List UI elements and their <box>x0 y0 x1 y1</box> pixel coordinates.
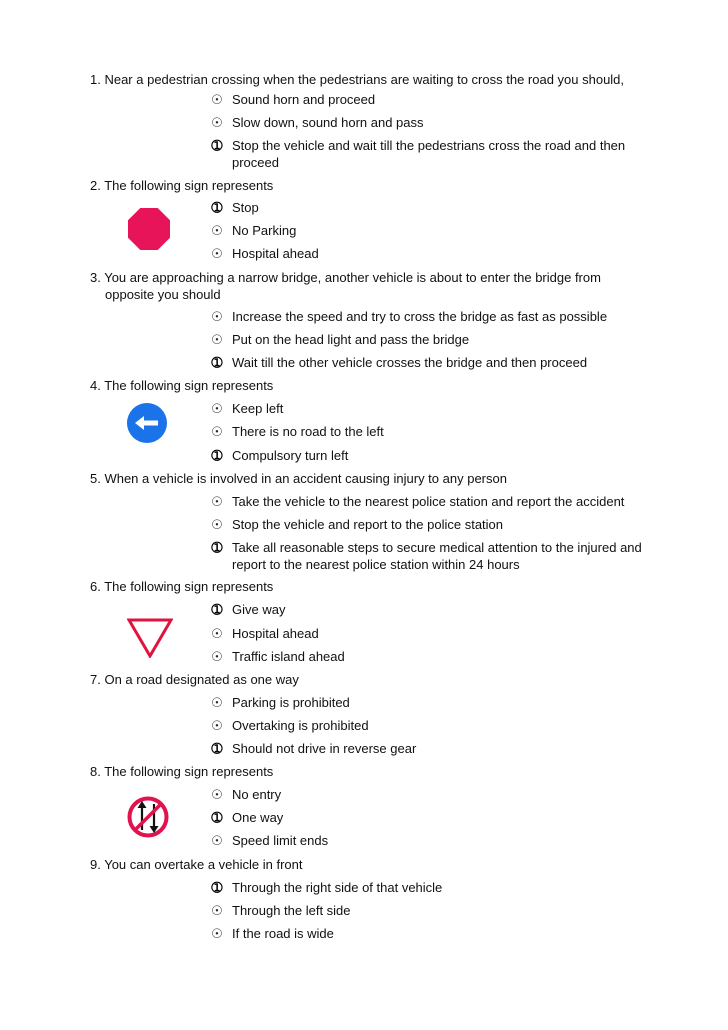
q7-option-c[interactable]: ➀ Should not drive in reverse gear <box>209 740 649 757</box>
unselected-radio-icon <box>209 423 225 440</box>
unselected-radio-icon <box>209 114 225 131</box>
question-8-stem: 8. The following sign represents <box>90 764 274 779</box>
q8-option-c[interactable]: ☉ Speed limit ends <box>209 832 649 849</box>
question-1-stem: 1. Near a pedestrian crossing when the pedestrians are waiting to cross the road you should, <box>90 72 625 87</box>
q2-option-a[interactable]: ➀ Stop <box>209 199 649 216</box>
unselected-radio-icon <box>209 786 225 803</box>
unselected-radio-icon <box>209 516 225 533</box>
unselected-radio-icon <box>209 91 225 108</box>
question-3-stem-line2: opposite you should <box>105 287 221 302</box>
compulsory-turn-left-sign-icon <box>127 403 167 443</box>
q1-option-a[interactable]: ☉ Sound horn and proceed <box>209 91 649 108</box>
q4-option-c[interactable]: ➀ Compulsory turn left <box>209 447 649 464</box>
q6-option-a[interactable]: ➀ Give way <box>209 601 649 618</box>
q4-option-b[interactable]: ☉ There is no road to the left <box>209 423 649 440</box>
unselected-radio-icon <box>209 902 225 919</box>
question-2-stem: 2. The following sign represents <box>90 178 274 193</box>
question-3-stem <box>90 269 670 303</box>
unselected-radio-icon <box>209 925 225 942</box>
q6-option-c[interactable]: ☉ Traffic island ahead <box>209 648 649 665</box>
unselected-radio-icon <box>209 832 225 849</box>
question-4-stem: 4. The following sign represents <box>90 378 274 393</box>
unselected-radio-icon <box>209 493 225 510</box>
question-6-stem: 6. The following sign represents <box>90 579 274 594</box>
unselected-radio-icon <box>209 625 225 642</box>
q7-option-b[interactable]: ☉ Overtaking is prohibited <box>209 717 649 734</box>
q3-option-c[interactable]: ➀ Wait till the other vehicle crosses the bridge and then proceed <box>209 354 649 371</box>
q5-option-c[interactable]: ➀ Take all reasonable steps to secure medical attention to the injured and report to the nearest police station within 24 hours <box>209 539 649 573</box>
q9-option-a[interactable]: ➀ Through the right side of that vehicle <box>209 879 649 896</box>
q7-option-a[interactable]: ☉ Parking is prohibited <box>209 694 649 711</box>
q9-option-b[interactable]: ☉ Through the left side <box>209 902 649 919</box>
q9-option-c[interactable]: ☉ If the road is wide <box>209 925 649 942</box>
unselected-radio-icon <box>209 245 225 262</box>
stop-sign-icon <box>128 208 170 250</box>
q8-option-a[interactable]: ☉ No entry <box>209 786 649 803</box>
correct-answer-icon <box>209 809 225 826</box>
q3-option-b[interactable]: ☉ Put on the head light and pass the bridge <box>209 331 649 348</box>
unselected-radio-icon <box>209 694 225 711</box>
q2-option-b[interactable]: ☉ No Parking <box>209 222 649 239</box>
correct-answer-icon <box>209 601 225 618</box>
unselected-radio-icon <box>209 308 225 325</box>
q5-option-b[interactable]: ☉ Stop the vehicle and report to the police station <box>209 516 649 533</box>
q5-option-a[interactable]: ☉ Take the vehicle to the nearest police station and report the accident <box>209 493 649 510</box>
question-7-stem: 7. On a road designated as one way <box>90 672 299 687</box>
correct-answer-icon <box>209 354 225 371</box>
q6-option-b[interactable]: ☉ Hospital ahead <box>209 625 649 642</box>
question-9-stem: 9. You can overtake a vehicle in front <box>90 857 303 872</box>
correct-answer-icon <box>209 539 225 556</box>
q1-option-b[interactable]: ☉ Slow down, sound horn and pass <box>209 114 649 131</box>
unselected-radio-icon <box>209 331 225 348</box>
question-5-stem: 5. When a vehicle is involved in an accident causing injury to any person <box>90 471 507 486</box>
correct-answer-icon <box>209 447 225 464</box>
q1-option-c[interactable]: ➀ Stop the vehicle and wait till the pedestrians cross the road and then proceed <box>209 137 649 171</box>
q8-option-b[interactable]: ➀ One way <box>209 809 649 826</box>
unselected-radio-icon <box>209 400 225 417</box>
unselected-radio-icon <box>209 648 225 665</box>
q4-option-a[interactable]: ☉ Keep left <box>209 400 649 417</box>
give-way-sign-icon <box>127 618 173 658</box>
q2-option-c[interactable]: ☉ Hospital ahead <box>209 245 649 262</box>
unselected-radio-icon <box>209 717 225 734</box>
correct-answer-icon <box>209 137 225 154</box>
q3-option-a[interactable]: ☉ Increase the speed and try to cross the bridge as fast as possible <box>209 308 649 325</box>
one-way-sign-icon <box>127 796 169 838</box>
correct-answer-icon <box>209 199 225 216</box>
correct-answer-icon <box>209 740 225 757</box>
unselected-radio-icon <box>209 222 225 239</box>
correct-answer-icon <box>209 879 225 896</box>
question-3-stem-line1: 3. You are approaching a narrow bridge, another vehicle is about to enter the bridge from <box>90 270 601 285</box>
